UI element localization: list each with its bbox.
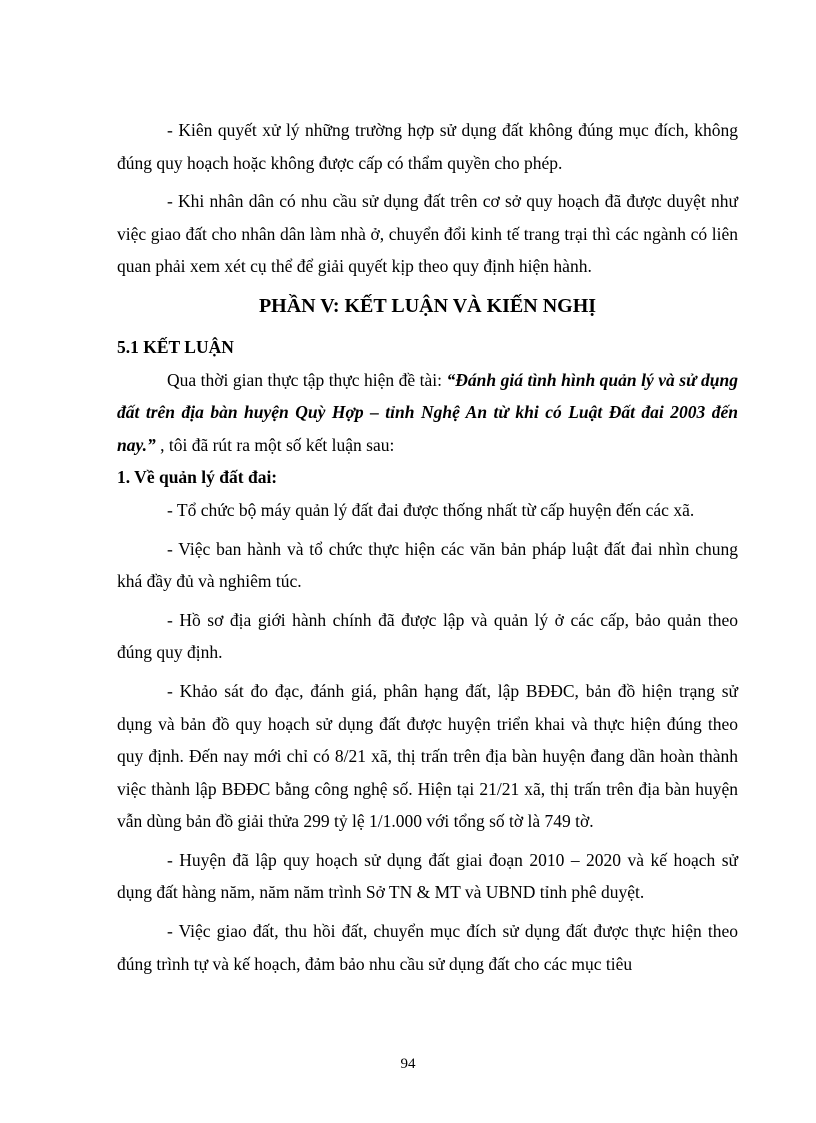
paragraph-land-demand: - Khi nhân dân có nhu cầu sử dụng đất trên cơ sở quy hoạch đã được duyệt như việc giao đất cho nhân dân làm nhà ở, chuyển đổi kinh tế trang trại thì các ngành có liên quan phải xem xét cụ thể để giải quyết kịp theo quy định hiện hành. [117, 191, 738, 277]
intro-before: Qua thời gian thực tập thực hiện đề tài: [167, 369, 447, 390]
section-heading: 5.1 KẾT LUẬN [117, 336, 234, 357]
list-item: - Việc ban hành và tổ chức thực hiện các văn bản pháp luật đất đai nhìn chung khá đầy đủ và nghiêm túc. [117, 538, 738, 592]
intro-topic: “Đánh giá tình hình quản lý và sử dụng đất trên địa bàn huyện Quỳ Hợp – tỉnh Nghệ An từ khi có Luật Đất đai 2003 đến nay.” [117, 369, 738, 455]
list-item: - Khảo sát đo đạc, đánh giá, phân hạng đất, lập BĐĐC, bản đồ hiện trạng sử dụng và bản đồ quy hoạch sử dụng đất được huyện triển khai và thực hiện đúng theo quy định. Đến nay mới chỉ có 8/21 xã, thị trấn trên địa bàn huyện đang dần hoàn thành việc thành lập BĐĐC bằng công nghệ số. Hiện tại 21/21 xã, thị trấn trên địa bàn huyện vẫn dùng bản đồ giải thửa 299 tỷ lệ 1/1.000 với tổng số tờ là 749 tờ. [117, 680, 738, 832]
list-item: - Việc giao đất, thu hồi đất, chuyển mục đích sử dụng đất được thực hiện theo đúng trình tự và kế hoạch, đảm bảo nhu cầu sử dụng đất cho các mục tiêu [117, 921, 738, 974]
list-item: - Tổ chức bộ máy quản lý đất đai được thống nhất từ cấp huyện đến các xã. [167, 499, 695, 520]
list-item: - Hồ sơ địa giới hành chính đã được lập và quản lý ở các cấp, bảo quản theo đúng quy định. [117, 609, 738, 663]
subheading-land-management: 1. Về quản lý đất đai: [117, 467, 278, 488]
list-item: - Huyện đã lập quy hoạch sử dụng đất giai đoạn 2010 – 2020 và kế hoạch sử dụng đất hàng năm, năm năm trình Sở TN & MT và UBND tỉnh phê duyệt. [117, 849, 738, 903]
intro-paragraph [117, 364, 738, 462]
page-content [117, 114, 738, 980]
part-title: PHẦN V: KẾT LUẬN VÀ KIẾN NGHỊ [258, 294, 597, 317]
paragraph-land-misuse: - Kiên quyết xử lý những trường hợp sử dụng đất không đúng mục đích, không đúng quy hoạch hoặc không được cấp có thẩm quyền cho phép. [117, 120, 738, 173]
intro-after: , tôi đã rút ra một số kết luận sau: [155, 434, 395, 455]
page-number: 94 [400, 1056, 416, 1072]
